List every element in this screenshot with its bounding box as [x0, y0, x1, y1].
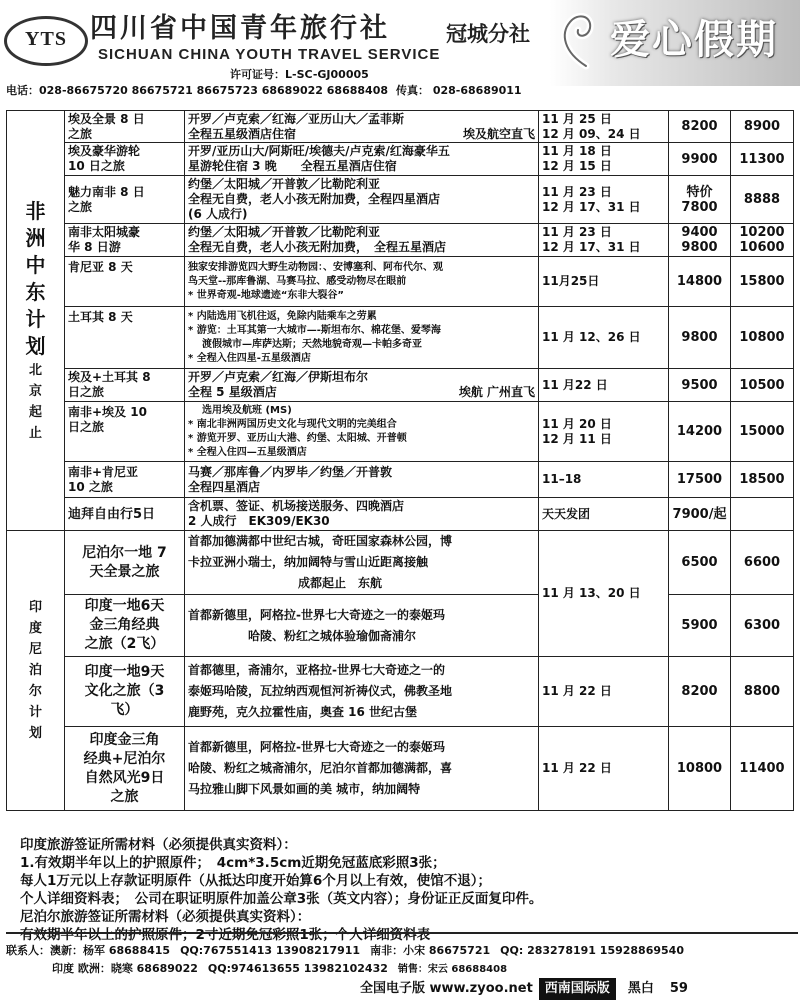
note-line: 1.有效期半年以上的护照原件； 4cm*3.5cm近期免冠蓝底彩照3张； [20, 855, 446, 871]
tour-desc: 含机票、签证、机场接送服务、四晚酒店 2 人成行 EK309/EK30 [185, 498, 539, 531]
contact-line-1: 联系人：澳新：杨军 68688415 QQ:767551413 13908217911 南非：小宋 86675721 QQ: 283278191 15928869540 [6, 944, 684, 957]
price-2: 10200 10600 [731, 224, 794, 257]
tour-row [7, 224, 794, 257]
color-mode: 黑白 [627, 981, 654, 996]
price-1: 14200 [669, 402, 731, 462]
tour-desc: 开罗/亚历山大/阿斯旺/埃德夫/卢克索/红海豪华五 星游轮住宿 3 晚 全程五星酒店住宿 [185, 143, 539, 176]
tour-dates: 11 月 22 日 [539, 657, 669, 727]
price-1: 9900 [669, 143, 731, 176]
region-africa: 非 洲 中 东 计 划 北 京 起 止 [7, 111, 65, 531]
tour-name: 印度金三角 经典+尼泊尔 自然风光9日 之旅 [65, 727, 185, 811]
price-1: 7900/起 [669, 498, 731, 531]
tour-name: 南非+埃及 10 日之旅 [65, 402, 185, 462]
tour-row [7, 257, 794, 307]
price-2: 6300 [731, 595, 794, 657]
price-1: 10800 [669, 727, 731, 811]
company-name-cn: 四川省中国青年旅行社 [90, 13, 390, 44]
tour-dates: 11 月22 日 [539, 369, 669, 402]
tour-desc: 首都加德满都中世纪古城，奇旺国家森林公园，博 卡拉亚洲小瑞士，纳加阔特与雪山近距离接触 成都起止 东航 [185, 531, 539, 595]
price-2 [731, 498, 794, 531]
branch-name: 冠城分社 [446, 22, 530, 46]
tour-dates: 11 月 23 日 12 月 17、31 日 [539, 176, 669, 224]
note-line: 有效期半年以上的护照原件；2寸近期免冠彩照1张；个人详细资料表 [20, 927, 431, 943]
tour-name: 南非+肯尼亚 10 之旅 [65, 462, 185, 498]
tour-row [7, 531, 794, 595]
tour-name: 肯尼亚 8 天 [65, 257, 185, 307]
price-1: 17500 [669, 462, 731, 498]
edition-badge: 西南国际版 [539, 978, 616, 1000]
tour-name: 尼泊尔一地 7 天全景之旅 [65, 531, 185, 595]
tour-desc: 首都新德里，阿格拉-世界七大奇迹之一的泰姬玛 哈陵、粉红之城斋浦尔，尼泊尔首都加德满都，喜 马拉雅山脚下风景如画的美 城市，纳加阔特 [185, 727, 539, 811]
price-2: 15800 [731, 257, 794, 307]
price-2: 6600 [731, 531, 794, 595]
note-line: 每人1万元以上存款证明原件（从抵达印度开始算6个月以上有效，使馆不退）； [20, 873, 492, 889]
phone-numbers: 028-86675720 86675721 86675723 68689022 68688408 [39, 84, 388, 97]
tour-desc: 约堡／太阳城／开普敦／比勒陀利亚 全程无自费，老人小孩无附加费，全程四星酒店 (6 人成行) [185, 176, 539, 224]
brand-logo-text: 爱心假期 [610, 16, 778, 63]
tour-name: 埃及+土耳其 8 日之旅 [65, 369, 185, 402]
tour-row [7, 143, 794, 176]
price-1: 9500 [669, 369, 731, 402]
tour-dates: 天天发团 [539, 498, 669, 531]
price-2: 10500 [731, 369, 794, 402]
region-india: 印 度 尼 泊 尔 计 划 [7, 531, 65, 811]
tour-row [7, 402, 794, 462]
tour-name: 迪拜自由行5日 [65, 498, 185, 531]
tour-desc: 马赛／那库鲁／内罗毕／约堡／开普敦 全程四星酒店 [185, 462, 539, 498]
tour-row [7, 657, 794, 727]
tour-name: 印度一地6天 金三角经典 之旅（2飞） [65, 595, 185, 657]
price-1: 8200 [669, 111, 731, 143]
tour-row [7, 369, 794, 402]
tour-desc: 开罗／卢克索／红海／伊斯坦布尔 全程 5 星级酒店 埃航 广州直飞 [185, 369, 539, 402]
price-1: 特价 7800 [669, 176, 731, 224]
price-2: 8900 [731, 111, 794, 143]
tour-row [7, 595, 794, 657]
tour-row [7, 498, 794, 531]
license-number: 许可证号：L-SC-GJ00005 [230, 68, 369, 81]
tour-desc: 首都德里，斋浦尔，亚格拉-世界七大奇迹之一的 泰姬玛哈陵，瓦拉纳西观恒河祈祷仪式，佛教圣地 鹿野苑，克久拉霍性庙，奥查 16 世纪古堡 [185, 657, 539, 727]
note-line: 个人详细资料表； 公司在职证明原件加盖公章3张（英文内容）；身份证正反面复印件。 [20, 891, 543, 907]
header [0, 0, 800, 100]
price-1: 9800 [669, 307, 731, 369]
tour-row [7, 111, 794, 143]
tour-row [7, 307, 794, 369]
cyts-logo: YTS [4, 16, 88, 66]
price-2: 18500 [731, 462, 794, 498]
price-1: 9400 9800 [669, 224, 731, 257]
tour-desc: 选用埃及航班 (MS) * 南北非洲两国历史文化与现代文明的完美组合 * 游览开罗、亚历山大港、约堡、太阳城、开普顿 * 全程入住四—五星级酒店 [185, 402, 539, 462]
page-footer [360, 978, 688, 1000]
tour-dates: 11 月 23 日 12 月 17、31 日 [539, 224, 669, 257]
phone-line: 电话：028-86675720 86675721 86675723 68689022 68688408 传真： 028-68689011 [6, 84, 522, 97]
price-1: 14800 [669, 257, 731, 307]
price-2: 15000 [731, 402, 794, 462]
tour-desc: 开罗／卢克索／红海／亚历山大／孟菲斯 全程五星级酒店住宿 埃及航空直飞 [185, 111, 539, 143]
tour-table [6, 110, 794, 811]
tour-desc: * 内陆选用飞机往返，免除内陆乘车之劳累 * 游览：土耳其第一大城市—-斯坦布尔、棉花堡、爱琴海 渡假城市—库萨达斯；天然地貌奇观—卡帕多奇亚 * 全程入住四星-五星级酒店 [185, 307, 539, 369]
tour-dates: 11 月 13、20 日 [539, 531, 669, 657]
tour-name: 土耳其 8 天 [65, 307, 185, 369]
price-1: 5900 [669, 595, 731, 657]
tour-desc: 首都新德里，阿格拉-世界七大奇迹之一的泰姬玛 哈陵、粉红之城体验瑜伽斋浦尔 [185, 595, 539, 657]
tour-desc: 约堡／太阳城／开普敦／比勒陀利亚 全程无自费，老人小孩无附加费， 全程五星酒店 [185, 224, 539, 257]
contact-line-2: 印度 欧洲：晓寒 68689022 QQ:974613655 13982102432 销售：宋云 68688408 [52, 962, 508, 975]
website-link[interactable]: 全国电子版 www.zyoo.net [360, 981, 533, 996]
price-1: 6500 [669, 531, 731, 595]
page-number: 59 [669, 981, 688, 996]
tour-name: 印度一地9天 文化之旅（3 飞） [65, 657, 185, 727]
price-1: 8200 [669, 657, 731, 727]
visa-notes [20, 836, 790, 944]
price-2: 11300 [731, 143, 794, 176]
contact-list [6, 932, 798, 979]
tour-dates: 11 月 25 日 12 月 09、24 日 [539, 111, 669, 143]
price-2: 8800 [731, 657, 794, 727]
tour-row [7, 462, 794, 498]
price-2: 10800 [731, 307, 794, 369]
fax-number: 传真： 028-68689011 [396, 84, 522, 97]
price-2: 8888 [731, 176, 794, 224]
tour-name: 南非太阳城豪 华 8 日游 [65, 224, 185, 257]
tour-dates: 11 月 20 日 12 月 11 日 [539, 402, 669, 462]
tour-dates: 11月25日 [539, 257, 669, 307]
tour-dates: 11 月 12、26 日 [539, 307, 669, 369]
tour-dates: 11 月 18 日 12 月 15 日 [539, 143, 669, 176]
tour-row [7, 176, 794, 224]
note-line: 尼泊尔旅游签证所需材料（必须提供真实资料）： [20, 909, 311, 925]
tour-row [7, 727, 794, 811]
heart-swirl-icon [556, 8, 616, 72]
price-2: 11400 [731, 727, 794, 811]
tour-dates: 11 月 22 日 [539, 727, 669, 811]
tour-dates: 11–18 [539, 462, 669, 498]
tour-name: 魅力南非 8 日 之旅 [65, 176, 185, 224]
note-line: 印度旅游签证所需材料（必须提供真实资料）： [20, 837, 297, 853]
company-name-en: SICHUAN CHINA YOUTH TRAVEL SERVICE [98, 46, 441, 63]
tour-name: 埃及全景 8 日 之旅 [65, 111, 185, 143]
tour-name: 埃及豪华游轮 10 日之旅 [65, 143, 185, 176]
tour-desc: 独家安排游览四大野生动物园：、安博塞利、阿布代尔、观 鸟天堂--那库鲁湖、马赛马拉、感受动物尽在眼前 * 世界奇观-地球遗迹“东非大裂谷” [185, 257, 539, 307]
